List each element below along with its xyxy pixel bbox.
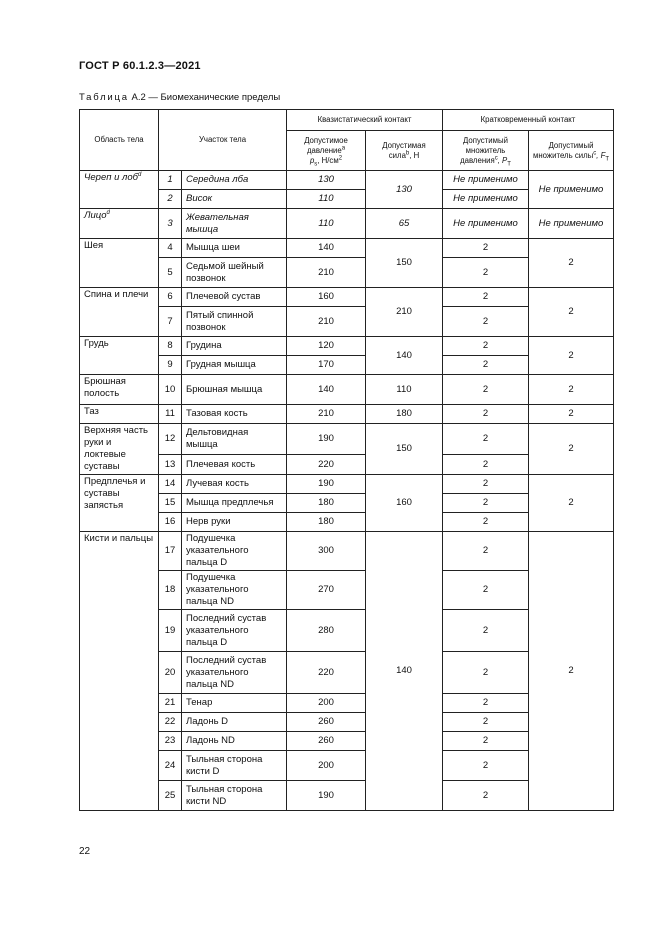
cell-area: Таз [80, 405, 159, 424]
header-pmult-sub: T [507, 161, 511, 168]
cell-fmult: Не применимо [529, 209, 614, 239]
header-sup-a: a [341, 144, 346, 151]
cell-num: 24 [159, 751, 182, 781]
table-title: — Биомеханические пределы [148, 92, 281, 103]
cell-fmult: 2 [529, 475, 614, 532]
cell-site: Последний сустав указательного пальца D [182, 610, 287, 652]
standard-title: ГОСТ Р 60.1.2.3—2021 [79, 60, 201, 72]
cell-fmult: 2 [529, 239, 614, 288]
cell-pmult: 2 [443, 375, 529, 405]
table-row [80, 532, 614, 571]
cell-num: 21 [159, 694, 182, 713]
cell-num: 23 [159, 732, 182, 751]
cell-num: 25 [159, 781, 182, 811]
cell-site: Нерв руки [182, 513, 287, 532]
area-label: Лицо [84, 210, 107, 221]
header-pressure-unit: , Н/см [317, 155, 339, 165]
cell-site: Подушечка указательного пальца ND [182, 571, 287, 610]
table-number: А.2 [131, 92, 146, 103]
cell-num: 5 [159, 258, 182, 288]
cell-pressure: 190 [287, 424, 366, 455]
area-label: Череп и лоб [84, 172, 139, 183]
table-row [80, 405, 614, 424]
header-sup-b: b [405, 149, 410, 156]
cell-site: Тыльная сторона кисти ND [182, 781, 287, 811]
cell-num: 20 [159, 652, 182, 694]
cell-force: 150 [366, 239, 443, 288]
cell-pressure: 260 [287, 713, 366, 732]
cell-num: 7 [159, 307, 182, 337]
cell-site: Седьмой шейный позвонок [182, 258, 287, 288]
table-caption [79, 92, 280, 103]
cell-fmult: 2 [529, 288, 614, 337]
cell-pmult: 2 [443, 713, 529, 732]
cell-num: 15 [159, 494, 182, 513]
cell-site: Ладонь ND [182, 732, 287, 751]
cell-pmult: 2 [443, 356, 529, 375]
header-body-site: Участок тела [159, 110, 287, 171]
cell-pmult: Не применимо [443, 171, 529, 190]
header-pressure-multiplier [443, 131, 529, 171]
cell-pmult: 2 [443, 610, 529, 652]
table-row [80, 424, 614, 455]
cell-pmult: 2 [443, 288, 529, 307]
header-row-1 [80, 110, 614, 131]
cell-site: Ладонь D [182, 713, 287, 732]
cell-pressure: 220 [287, 652, 366, 694]
cell-pressure: 140 [287, 239, 366, 258]
cell-pressure: 280 [287, 610, 366, 652]
cell-area: Грудь [80, 337, 159, 375]
cell-pressure: 130 [287, 171, 366, 190]
cell-pmult: 2 [443, 239, 529, 258]
cell-pmult: 2 [443, 307, 529, 337]
cell-num: 13 [159, 455, 182, 475]
cell-fmult: 2 [529, 424, 614, 475]
header-transient: Кратковременный контакт [443, 110, 614, 131]
cell-num: 10 [159, 375, 182, 405]
cell-force: 180 [366, 405, 443, 424]
cell-site: Мышца предплечья [182, 494, 287, 513]
table-row [80, 239, 614, 258]
cell-fmult: 2 [529, 337, 614, 375]
cell-area: Шея [80, 239, 159, 288]
cell-site: Подушечка указательного пальца D [182, 532, 287, 571]
cell-pressure: 220 [287, 455, 366, 475]
footnote-d: d [138, 171, 142, 178]
cell-num: 9 [159, 356, 182, 375]
cell-pmult: 2 [443, 732, 529, 751]
cell-pmult: 2 [443, 258, 529, 288]
cell-area [80, 209, 159, 239]
cell-pmult: 2 [443, 694, 529, 713]
cell-num: 22 [159, 713, 182, 732]
cell-area: Верхняя часть руки и локтевые суставы [80, 424, 159, 475]
cell-pressure: 300 [287, 532, 366, 571]
cell-pmult: 2 [443, 751, 529, 781]
cell-pressure: 110 [287, 209, 366, 239]
table-row [80, 337, 614, 356]
table-row [80, 288, 614, 307]
cell-num: 6 [159, 288, 182, 307]
cell-area: Спина и плечи [80, 288, 159, 337]
header-fmult-text: Допустимый множитель силы [533, 140, 594, 160]
cell-site: Середина лба [182, 171, 287, 190]
cell-pmult: Не применимо [443, 190, 529, 209]
cell-area: Брюшная полость [80, 375, 159, 405]
cell-site: Последний сустав указательного пальца ND [182, 652, 287, 694]
cell-pressure: 210 [287, 405, 366, 424]
cell-pressure: 210 [287, 307, 366, 337]
header-pressure-sub: s [314, 161, 318, 168]
cell-area: Кисти и пальцы [80, 532, 159, 811]
cell-num: 12 [159, 424, 182, 455]
cell-pmult: 2 [443, 513, 529, 532]
cell-num: 18 [159, 571, 182, 610]
table-label: Таблица [79, 92, 129, 103]
header-pressure-sup2: 2 [338, 154, 343, 161]
cell-pressure: 200 [287, 751, 366, 781]
header-pmult-sup-c: c [494, 154, 498, 161]
cell-pmult: 2 [443, 455, 529, 475]
cell-num: 8 [159, 337, 182, 356]
cell-pressure: 180 [287, 494, 366, 513]
cell-force: 210 [366, 288, 443, 337]
cell-force: 130 [366, 171, 443, 209]
cell-fmult: 2 [529, 375, 614, 405]
cell-site: Плечевой сустав [182, 288, 287, 307]
header-force-text: Допустимая сила [382, 140, 426, 160]
cell-pressure: 190 [287, 475, 366, 494]
cell-pmult: 2 [443, 405, 529, 424]
cell-area: Предплечья и суставы запястья [80, 475, 159, 532]
header-force-multiplier [529, 131, 614, 171]
cell-num: 14 [159, 475, 182, 494]
table-row [80, 475, 614, 494]
cell-pressure: 170 [287, 356, 366, 375]
cell-pressure: 200 [287, 694, 366, 713]
cell-num: 4 [159, 239, 182, 258]
cell-pmult: Не применимо [443, 209, 529, 239]
page-number: 22 [79, 846, 91, 857]
cell-num: 1 [159, 171, 182, 190]
cell-site: Плечевая кость [182, 455, 287, 475]
header-pmult-text: Допустимый множитель давления [460, 135, 508, 165]
cell-site: Брюшная мышца [182, 375, 287, 405]
table-row [80, 171, 614, 190]
cell-pressure: 270 [287, 571, 366, 610]
header-fmult-sub: T [605, 156, 610, 163]
cell-num: 17 [159, 532, 182, 571]
cell-num: 19 [159, 610, 182, 652]
cell-pmult: 2 [443, 652, 529, 694]
cell-site: Грудная мышца [182, 356, 287, 375]
cell-pressure: 160 [287, 288, 366, 307]
header-fmult-symbol: , F [596, 150, 606, 160]
cell-pressure: 210 [287, 258, 366, 288]
cell-site: Висок [182, 190, 287, 209]
header-fmult-sup-c: c [593, 149, 597, 156]
cell-pressure: 190 [287, 781, 366, 811]
table-row [80, 209, 614, 239]
cell-site: Лучевая кость [182, 475, 287, 494]
header-pressure-text: Допустимое давление [304, 135, 348, 155]
cell-force: 65 [366, 209, 443, 239]
cell-pmult: 2 [443, 532, 529, 571]
header-pressure-symbol: p [309, 155, 315, 165]
cell-site: Тыльная сторона кисти D [182, 751, 287, 781]
cell-force: 150 [366, 424, 443, 475]
cell-pressure: 260 [287, 732, 366, 751]
footnote-d: d [106, 209, 110, 216]
cell-site: Жевательная мышца [182, 209, 287, 239]
header-pmult-symbol: , P [497, 155, 508, 165]
cell-pmult: 2 [443, 571, 529, 610]
cell-pmult: 2 [443, 337, 529, 356]
cell-num: 2 [159, 190, 182, 209]
cell-num: 3 [159, 209, 182, 239]
cell-area [80, 171, 159, 209]
table-row [80, 375, 614, 405]
cell-pressure: 140 [287, 375, 366, 405]
cell-force: 110 [366, 375, 443, 405]
cell-site: Дельтовидная мышца [182, 424, 287, 455]
header-quasi-static: Квазистатический контакт [287, 110, 443, 131]
cell-num: 16 [159, 513, 182, 532]
header-force-unit: , Н [409, 150, 420, 160]
cell-num: 11 [159, 405, 182, 424]
cell-fmult: 2 [529, 532, 614, 811]
cell-pressure: 120 [287, 337, 366, 356]
cell-site: Тенар [182, 694, 287, 713]
cell-force: 140 [366, 337, 443, 375]
cell-fmult: Не применимо [529, 171, 614, 209]
cell-force: 160 [366, 475, 443, 532]
cell-pressure: 180 [287, 513, 366, 532]
cell-site: Тазовая кость [182, 405, 287, 424]
cell-site: Пятый спинной позвонок [182, 307, 287, 337]
header-body-area: Область тела [80, 110, 159, 171]
header-force [366, 131, 443, 171]
cell-site: Мышца шеи [182, 239, 287, 258]
cell-fmult: 2 [529, 405, 614, 424]
biomechanical-limits-table [79, 109, 614, 811]
cell-pmult: 2 [443, 494, 529, 513]
cell-force: 140 [366, 532, 443, 811]
cell-pmult: 2 [443, 424, 529, 455]
cell-pmult: 2 [443, 475, 529, 494]
cell-pressure: 110 [287, 190, 366, 209]
header-pressure [287, 131, 366, 171]
cell-pmult: 2 [443, 781, 529, 811]
cell-site: Грудина [182, 337, 287, 356]
